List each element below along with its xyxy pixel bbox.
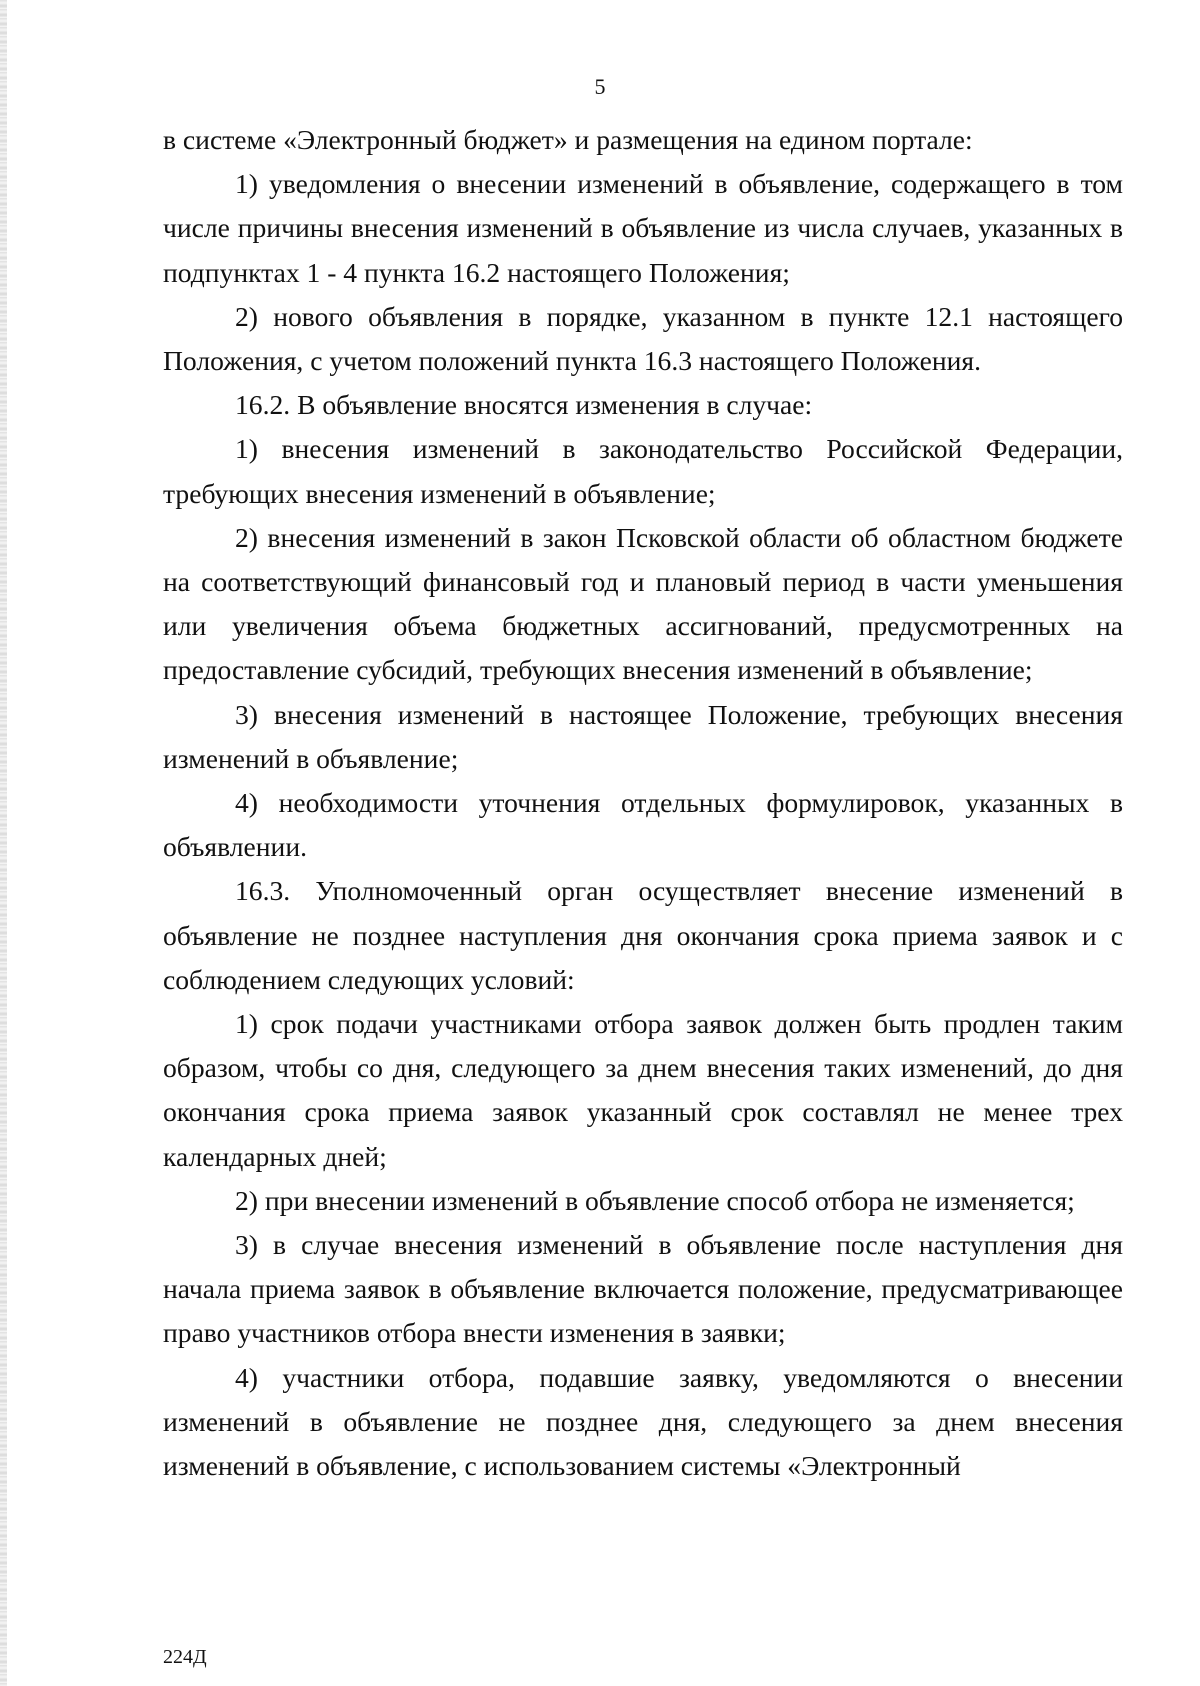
paragraph-16-2-item-1: 1) внесения изменений в законодательство Российской Федерации, требующих внесения изменений в объявление;: [163, 433, 1123, 509]
document-code: 224Д: [163, 1646, 207, 1668]
paragraph-16-2-item-2: 2) внесения изменений в закон Псковской области об областном бюджете на соответствующий финансовый год и плановый период в части уменьшения или увеличения объема бюджетных ассигнований, предусмотренных на предоставление субсидий, требующих внесения изменений в объявление;: [163, 521, 1123, 686]
paragraph-section-16-2: 16.2. В объявление вносятся изменения в случае:: [235, 389, 813, 421]
page-number: 5: [594, 74, 606, 99]
scan-edge-artifact: [0, 0, 7, 1686]
paragraph-16-3-item-4: 4) участники отбора, подавшие заявку, уведомляются о внесении изменений в объявление не позднее дня, следующего за днем внесения изменений в объявление, с использованием системы «Электронный: [163, 1361, 1123, 1482]
paragraph-16-2-item-4: 4) необходимости уточнения отдельных формулировок, указанных в объявлении.: [163, 787, 1123, 863]
paragraph-16-3-item-3: 3) в случае внесения изменений в объявление после наступления дня начала приема заявок в объявление включается положение, предусматривающее право участников отбора внести изменения в заявки;: [163, 1229, 1123, 1349]
paragraph-item-1-notice: 1) уведомления о внесении изменений в объявление, содержащего в том числе причины внесения изменений в объявление из числа случаев, указанных в подпунктах 1 - 4 пункта 16.2 настоящего Положения;: [163, 168, 1123, 288]
document-body: [163, 118, 1123, 1488]
paragraph-item-2-new-announcement: 2) нового объявления в порядке, указанном в пункте 12.1 настоящего Положения, с учетом положений пункта 16.3 настоящего Положения.: [163, 300, 1123, 377]
paragraph-16-3-item-1: 1) срок подачи участниками отбора заявок должен быть продлен таким образом, чтобы со дня, следующего за днем внесения таких изменений, до дня окончания срока приема заявок указанный срок составлял не менее трех календарных дней;: [163, 1008, 1123, 1172]
paragraph-section-16-3: 16.3. Уполномоченный орган осуществляет внесение изменений в объявление не позднее наступления дня окончания срока приема заявок и с соблюдением следующих условий:: [163, 875, 1123, 995]
paragraph-16-2-item-3: 3) внесения изменений в настоящее Положение, требующих внесения изменений в объявление;: [163, 698, 1123, 774]
paragraph-continuation: в системе «Электронный бюджет» и размещения на едином портале:: [163, 124, 973, 155]
paragraph-16-3-item-2: 2) при внесении изменений в объявление способ отбора не изменяется;: [235, 1184, 1075, 1216]
